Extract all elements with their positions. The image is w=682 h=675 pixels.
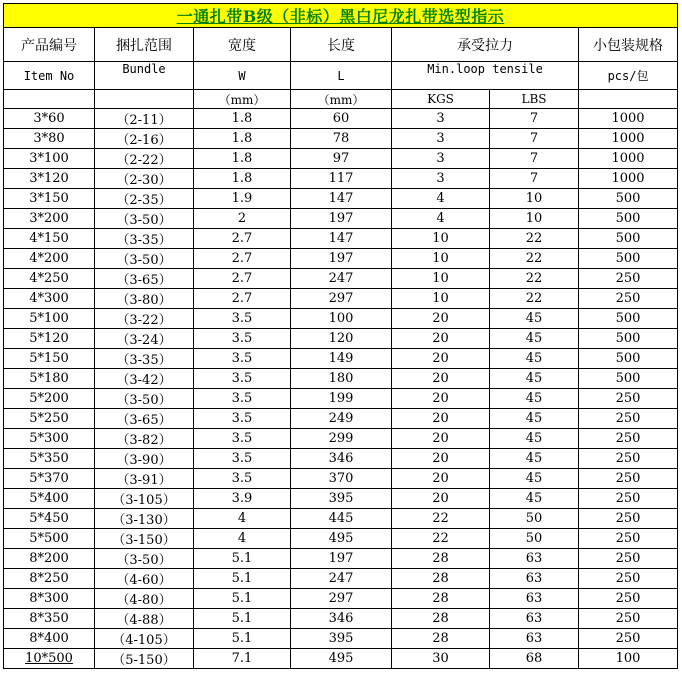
cell-width[interactable]: 4: [194, 529, 291, 549]
cell-width[interactable]: 5.1: [194, 569, 291, 589]
cell-bundle-range[interactable]: （2-35）: [95, 189, 194, 209]
table-row: [4, 129, 678, 149]
cell-kgs[interactable]: 3: [392, 129, 490, 149]
cell-bundle-range[interactable]: （4-80）: [95, 589, 194, 609]
cell-width[interactable]: 2.7: [194, 269, 291, 289]
table-row: [4, 569, 678, 589]
cell-kgs[interactable]: 20: [392, 369, 490, 389]
header-length-en[interactable]: L: [291, 62, 392, 90]
cell-lbs[interactable]: 63: [490, 549, 579, 569]
header-width-cn[interactable]: 宽度: [194, 28, 291, 62]
cell-kgs[interactable]: 10: [392, 289, 490, 309]
cell-package[interactable]: 500: [579, 369, 678, 389]
cell-item-no[interactable]: 5*300: [4, 429, 95, 449]
cell-length[interactable]: 78: [291, 129, 392, 149]
cell-package[interactable]: 500: [579, 229, 678, 249]
table-row: [4, 489, 678, 509]
table-row: [4, 509, 678, 529]
cell-lbs[interactable]: 63: [490, 609, 579, 629]
cell-kgs[interactable]: 3: [392, 169, 490, 189]
unit-kgs[interactable]: KGS: [392, 90, 490, 109]
header-item-no-cn[interactable]: 产品编号: [4, 28, 95, 62]
cell-length[interactable]: 97: [291, 149, 392, 169]
cell-width[interactable]: 2.7: [194, 249, 291, 269]
cell-item-no[interactable]: 4*300: [4, 289, 95, 309]
cell-lbs[interactable]: 10: [490, 189, 579, 209]
table-row: [4, 529, 678, 549]
cell-bundle-range[interactable]: （3-50）: [95, 549, 194, 569]
cell-lbs[interactable]: 50: [490, 509, 579, 529]
cell-width[interactable]: 2.7: [194, 229, 291, 249]
cell-bundle-range[interactable]: （3-50）: [95, 249, 194, 269]
cell-kgs[interactable]: 3: [392, 149, 490, 169]
cell-package[interactable]: 1000: [579, 129, 678, 149]
cell-lbs[interactable]: 10: [490, 209, 579, 229]
cell-lbs[interactable]: 45: [490, 349, 579, 369]
cell-package[interactable]: 500: [579, 189, 678, 209]
cell-item-no[interactable]: 5*120: [4, 329, 95, 349]
cell-length[interactable]: 346: [291, 449, 392, 469]
cell-kgs[interactable]: 28: [392, 589, 490, 609]
cell-length[interactable]: 395: [291, 489, 392, 509]
cell-kgs[interactable]: 4: [392, 189, 490, 209]
sheet-title[interactable]: 一通扎带B级（非标）黑白尼龙扎带选型指示: [4, 4, 678, 28]
cell-package[interactable]: 500: [579, 209, 678, 229]
cell-bundle-range[interactable]: （3-22）: [95, 309, 194, 329]
cell-item-no[interactable]: 4*150: [4, 229, 95, 249]
cell-package[interactable]: 250: [579, 629, 678, 649]
cell-length[interactable]: 370: [291, 469, 392, 489]
cell-width[interactable]: 1.9: [194, 189, 291, 209]
cell-width[interactable]: 3.5: [194, 369, 291, 389]
cell-package[interactable]: 250: [579, 409, 678, 429]
cell-bundle-range[interactable]: （2-11）: [95, 109, 194, 129]
cell-length[interactable]: 180: [291, 369, 392, 389]
cell-bundle-range[interactable]: （4-105）: [95, 629, 194, 649]
cell-length[interactable]: 249: [291, 409, 392, 429]
cell-length[interactable]: 197: [291, 249, 392, 269]
cell-length[interactable]: 297: [291, 589, 392, 609]
header-tensile-en[interactable]: [392, 62, 579, 90]
cell-lbs[interactable]: 45: [490, 409, 579, 429]
cell-bundle-range[interactable]: （3-65）: [95, 269, 194, 289]
cell-kgs[interactable]: 3: [392, 109, 490, 129]
cell-item-no[interactable]: 8*350: [4, 609, 95, 629]
cell-width[interactable]: 5.1: [194, 549, 291, 569]
cell-lbs[interactable]: 45: [490, 429, 579, 449]
cell-kgs[interactable]: 22: [392, 529, 490, 549]
cell-length[interactable]: 197: [291, 209, 392, 229]
cell-kgs[interactable]: 20: [392, 429, 490, 449]
cell-width[interactable]: 5.1: [194, 609, 291, 629]
cell-item-no[interactable]: 5*100: [4, 309, 95, 329]
cell-package[interactable]: 100: [579, 649, 678, 669]
cell-width[interactable]: 3.5: [194, 469, 291, 489]
cell-width[interactable]: 1.8: [194, 109, 291, 129]
cell-bundle-range[interactable]: （3-80）: [95, 289, 194, 309]
cell-package[interactable]: 250: [579, 549, 678, 569]
table-row: [4, 469, 678, 489]
cell-lbs[interactable]: 45: [490, 489, 579, 509]
table-row: [4, 649, 678, 669]
header-bundle-en[interactable]: [95, 62, 194, 90]
cell-item-no[interactable]: 3*100: [4, 149, 95, 169]
cell-width[interactable]: 4: [194, 509, 291, 529]
cell-bundle-range[interactable]: （3-50）: [95, 389, 194, 409]
cell-kgs[interactable]: 28: [392, 629, 490, 649]
cell-kgs[interactable]: 28: [392, 569, 490, 589]
cell-lbs[interactable]: 68: [490, 649, 579, 669]
cell-kgs[interactable]: 20: [392, 389, 490, 409]
cell-kgs[interactable]: 20: [392, 409, 490, 429]
cell-length[interactable]: 445: [291, 509, 392, 529]
cell-bundle-range[interactable]: （3-24）: [95, 329, 194, 349]
table-row: [4, 449, 678, 469]
cell-bundle-range[interactable]: （3-50）: [95, 209, 194, 229]
cell-item-no[interactable]: 3*200: [4, 209, 95, 229]
cell-bundle-range[interactable]: （4-88）: [95, 609, 194, 629]
cell-lbs[interactable]: 45: [490, 329, 579, 349]
cell-package[interactable]: 250: [579, 429, 678, 449]
cell-item-no[interactable]: 8*200: [4, 549, 95, 569]
cell-kgs[interactable]: 10: [392, 269, 490, 289]
cell-lbs[interactable]: 63: [490, 569, 579, 589]
cell-item-no[interactable]: 4*200: [4, 249, 95, 269]
table-row: [4, 429, 678, 449]
table-row: [4, 389, 678, 409]
cell-package[interactable]: 500: [579, 309, 678, 329]
cell-item-no[interactable]: 8*300: [4, 589, 95, 609]
cell-width[interactable]: 1.8: [194, 169, 291, 189]
cell-lbs[interactable]: 45: [490, 309, 579, 329]
cell-lbs[interactable]: 45: [490, 389, 579, 409]
cell-length[interactable]: 100: [291, 309, 392, 329]
cell-length[interactable]: 495: [291, 649, 392, 669]
cell-package[interactable]: 250: [579, 269, 678, 289]
cell-package[interactable]: 250: [579, 609, 678, 629]
cell-package[interactable]: 250: [579, 589, 678, 609]
header-row-cn: [4, 28, 678, 62]
cell-kgs[interactable]: 20: [392, 349, 490, 369]
cell-length[interactable]: 120: [291, 329, 392, 349]
cell-width[interactable]: 3.5: [194, 449, 291, 469]
cell-item-no[interactable]: 5*150: [4, 349, 95, 369]
table-row: [4, 629, 678, 649]
cell-item-no[interactable]: 8*400: [4, 629, 95, 649]
cell-lbs[interactable]: 45: [490, 469, 579, 489]
cell-kgs[interactable]: 4: [392, 209, 490, 229]
cell-item-no[interactable]: 5*370: [4, 469, 95, 489]
cell-lbs[interactable]: 22: [490, 249, 579, 269]
cell-item-no[interactable]: 5*350: [4, 449, 95, 469]
table-row: [4, 289, 678, 309]
spec-table: [3, 3, 678, 669]
header-length-cn[interactable]: 长度: [291, 28, 392, 62]
unit-width[interactable]: （mm）: [194, 90, 291, 109]
table-row: [4, 249, 678, 269]
cell-package[interactable]: 500: [579, 249, 678, 269]
table-row: [4, 309, 678, 329]
cell-lbs[interactable]: 45: [490, 449, 579, 469]
cell-kgs[interactable]: 20: [392, 449, 490, 469]
cell-lbs[interactable]: 7: [490, 149, 579, 169]
cell-package[interactable]: 250: [579, 449, 678, 469]
table-row: [4, 229, 678, 249]
cell-package[interactable]: 250: [579, 569, 678, 589]
unit-item-no[interactable]: [4, 90, 95, 109]
cell-width[interactable]: 2.7: [194, 289, 291, 309]
unit-package[interactable]: [579, 90, 678, 109]
cell-kgs[interactable]: 30: [392, 649, 490, 669]
cell-item-no[interactable]: 3*80: [4, 129, 95, 149]
cell-bundle-range[interactable]: （3-42）: [95, 369, 194, 389]
cell-package[interactable]: 1000: [579, 149, 678, 169]
table-row: [4, 149, 678, 169]
cell-lbs[interactable]: 7: [490, 109, 579, 129]
header-package-cn[interactable]: 小包装规格: [579, 28, 678, 62]
cell-package[interactable]: 1000: [579, 109, 678, 129]
header-bundle-cn[interactable]: 捆扎范围: [95, 28, 194, 62]
table-row: [4, 349, 678, 369]
table-row: [4, 209, 678, 229]
units-row: [4, 90, 678, 109]
cell-item-no[interactable]: 5*250: [4, 409, 95, 429]
cell-length[interactable]: 299: [291, 429, 392, 449]
cell-item-no[interactable]: 5*200: [4, 389, 95, 409]
cell-width[interactable]: 1.8: [194, 129, 291, 149]
table-row: [4, 369, 678, 389]
cell-width[interactable]: 2: [194, 209, 291, 229]
cell-item-no[interactable]: 3*120: [4, 169, 95, 189]
cell-bundle-range[interactable]: （3-35）: [95, 229, 194, 249]
cell-item-no[interactable]: 3*60: [4, 109, 95, 129]
cell-width[interactable]: 3.5: [194, 429, 291, 449]
table-row: [4, 269, 678, 289]
cell-package[interactable]: 500: [579, 349, 678, 369]
table-row: [4, 169, 678, 189]
cell-bundle-range[interactable]: （3-82）: [95, 429, 194, 449]
cell-length[interactable]: 199: [291, 389, 392, 409]
cell-lbs[interactable]: 22: [490, 289, 579, 309]
cell-item-no[interactable]: 5*180: [4, 369, 95, 389]
cell-length[interactable]: 346: [291, 609, 392, 629]
cell-kgs[interactable]: 20: [392, 309, 490, 329]
cell-package[interactable]: 250: [579, 489, 678, 509]
cell-item-no[interactable]: 5*450: [4, 509, 95, 529]
cell-lbs[interactable]: 50: [490, 529, 579, 549]
table-row: [4, 189, 678, 209]
cell-item-no[interactable]: 3*150: [4, 189, 95, 209]
cell-width[interactable]: 3.5: [194, 309, 291, 329]
cell-kgs[interactable]: 28: [392, 549, 490, 569]
cell-item-no[interactable]: 10*500: [4, 649, 95, 669]
header-row-en: [4, 62, 678, 90]
header-tensile-en-text: Min.loop tensile: [427, 62, 543, 76]
table-row: [4, 409, 678, 429]
cell-lbs[interactable]: 63: [490, 629, 579, 649]
header-bundle-en-text: Bundle: [122, 62, 166, 76]
unit-length[interactable]: （mm）: [291, 90, 392, 109]
cell-lbs[interactable]: 45: [490, 369, 579, 389]
cell-width[interactable]: 3.5: [194, 329, 291, 349]
cell-lbs[interactable]: 22: [490, 229, 579, 249]
cell-length[interactable]: 247: [291, 269, 392, 289]
table-row: [4, 609, 678, 629]
cell-length[interactable]: 147: [291, 189, 392, 209]
table-row: [4, 549, 678, 569]
cell-package[interactable]: 250: [579, 529, 678, 549]
cell-package[interactable]: 1000: [579, 169, 678, 189]
header-width-en[interactable]: W: [194, 62, 291, 90]
cell-bundle-range[interactable]: （3-91）: [95, 469, 194, 489]
cell-length[interactable]: 117: [291, 169, 392, 189]
cell-item-no[interactable]: 5*500: [4, 529, 95, 549]
cell-item-no[interactable]: 4*250: [4, 269, 95, 289]
cell-kgs[interactable]: 20: [392, 489, 490, 509]
cell-kgs[interactable]: 10: [392, 249, 490, 269]
cell-package[interactable]: 250: [579, 389, 678, 409]
cell-kgs[interactable]: 20: [392, 469, 490, 489]
cell-lbs[interactable]: 22: [490, 269, 579, 289]
cell-bundle-range[interactable]: （3-130）: [95, 509, 194, 529]
cell-bundle-range[interactable]: （2-30）: [95, 169, 194, 189]
cell-bundle-range[interactable]: （5-150）: [95, 649, 194, 669]
cell-bundle-range[interactable]: （3-90）: [95, 449, 194, 469]
cell-width[interactable]: 5.1: [194, 589, 291, 609]
cell-length[interactable]: 60: [291, 109, 392, 129]
cell-width[interactable]: 1.8: [194, 149, 291, 169]
cell-bundle-range[interactable]: （3-150）: [95, 529, 194, 549]
cell-bundle-range[interactable]: （3-35）: [95, 349, 194, 369]
cell-length[interactable]: 495: [291, 529, 392, 549]
cell-width[interactable]: 5.1: [194, 629, 291, 649]
header-tensile-cn[interactable]: 承受拉力: [392, 28, 579, 62]
cell-package[interactable]: 250: [579, 509, 678, 529]
table-row: [4, 589, 678, 609]
cell-bundle-range[interactable]: （3-105）: [95, 489, 194, 509]
cell-package[interactable]: 250: [579, 469, 678, 489]
cell-bundle-range[interactable]: （2-16）: [95, 129, 194, 149]
table-row: [4, 329, 678, 349]
cell-width[interactable]: 3.5: [194, 349, 291, 369]
cell-length[interactable]: 147: [291, 229, 392, 249]
unit-bundle[interactable]: [95, 90, 194, 109]
cell-width[interactable]: 3.9: [194, 489, 291, 509]
cell-length[interactable]: 395: [291, 629, 392, 649]
cell-width[interactable]: 7.1: [194, 649, 291, 669]
cell-package[interactable]: 250: [579, 289, 678, 309]
header-item-no-en[interactable]: Item No: [4, 62, 95, 90]
cell-kgs[interactable]: 10: [392, 229, 490, 249]
cell-length[interactable]: 197: [291, 549, 392, 569]
cell-lbs[interactable]: 7: [490, 169, 579, 189]
cell-length[interactable]: 247: [291, 569, 392, 589]
cell-kgs[interactable]: 28: [392, 609, 490, 629]
table-row: [4, 109, 678, 129]
cell-width[interactable]: 3.5: [194, 409, 291, 429]
cell-bundle-range[interactable]: （4-60）: [95, 569, 194, 589]
unit-lbs[interactable]: LBS: [490, 90, 579, 109]
cell-kgs[interactable]: 22: [392, 509, 490, 529]
cell-length[interactable]: 297: [291, 289, 392, 309]
cell-kgs[interactable]: 20: [392, 329, 490, 349]
cell-item-no[interactable]: 8*250: [4, 569, 95, 589]
cell-bundle-range[interactable]: （3-65）: [95, 409, 194, 429]
cell-item-no[interactable]: 5*400: [4, 489, 95, 509]
header-package-en[interactable]: pcs/包: [579, 62, 678, 90]
cell-lbs[interactable]: 7: [490, 129, 579, 149]
cell-package[interactable]: 500: [579, 329, 678, 349]
cell-bundle-range[interactable]: （2-22）: [95, 149, 194, 169]
cell-lbs[interactable]: 63: [490, 589, 579, 609]
cell-length[interactable]: 149: [291, 349, 392, 369]
cell-width[interactable]: 3.5: [194, 389, 291, 409]
